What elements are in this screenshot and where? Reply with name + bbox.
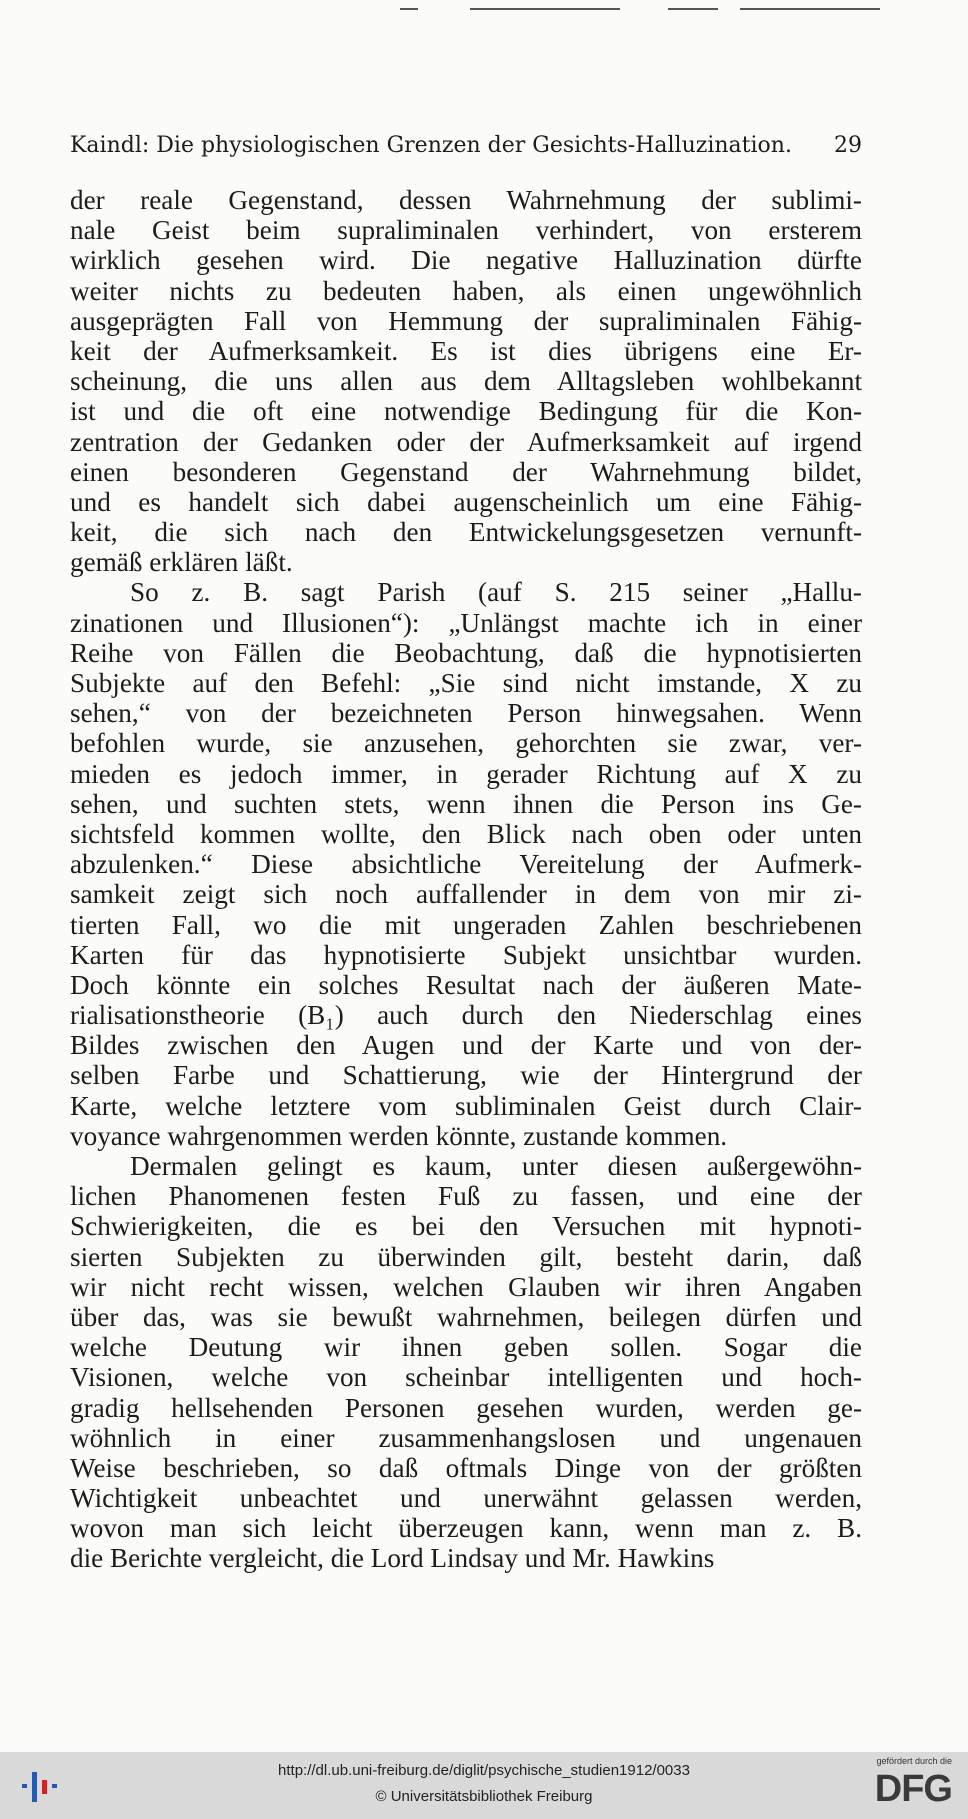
- page-number: 29: [834, 133, 862, 158]
- text-line: Doch könnte ein solches Resultat nach der äußeren Mate-: [70, 969, 862, 1000]
- text-line: wovon man sich leicht überzeugen kann, wenn man z. B.: [70, 1513, 862, 1544]
- text-line: rialisationstheorie (B₁) auch durch den Niederschlag eines: [70, 1000, 862, 1031]
- funding-note: gefördert durch die: [876, 1756, 952, 1766]
- text-line: tierten Fall, wo die mit ungeraden Zahlen beschriebenen: [70, 909, 862, 940]
- text-line: weiter nichts zu bedeuten haben, als einen ungewöhnlich: [70, 275, 862, 306]
- text-line: abzulenken.“ Diese absichtliche Vereitelung der Aufmerk-: [70, 849, 862, 880]
- text-line: sierten Subjekten zu überwinden gilt, besteht darin, daß: [70, 1241, 862, 1272]
- text-line: ist und die oft eine notwendige Bedingung für die Kon-: [70, 396, 862, 427]
- text-line: scheinung, die uns allen aus dem Alltagsleben wohlbekannt: [70, 366, 862, 397]
- text-line: Visionen, welche von scheinbar intelligenten und hoch-: [70, 1362, 862, 1393]
- text-line: wir nicht recht wissen, welchen Glauben wir ihren Angaben: [70, 1271, 862, 1302]
- text-line: Weise beschrieben, so daß oftmals Dinge von der größten: [70, 1452, 862, 1483]
- text-line: voyance wahrgenommen werden könnte, zustande kommen.: [70, 1120, 728, 1151]
- text-line: Wichtigkeit unbeachtet und unerwähnt gelassen werden,: [70, 1483, 862, 1514]
- text-line: keit, die sich nach den Entwickelungsgesetzen vernunft-: [70, 517, 862, 548]
- text-line: samkeit zeigt sich noch auffallender in dem von mir zi-: [70, 879, 862, 910]
- text-line: zentration der Gedanken oder der Aufmerksamkeit auf irgend: [70, 426, 862, 457]
- text-line: befohlen wurde, sie anzusehen, gehorchten sie zwar, ver-: [70, 728, 862, 759]
- text-line: Dermalen gelingt es kaum, unter diesen außergewöhn-: [130, 1151, 862, 1181]
- text-line: gemäß erklären läßt.: [70, 547, 293, 578]
- top-edge-marks: [0, 0, 968, 20]
- text-line: Reihe von Fällen die Beobachtung, daß die hypnotisierten: [70, 637, 862, 668]
- text-line: sichtsfeld kommen wollte, den Blick nach oben oder unten: [70, 818, 862, 849]
- text-line: So z. B. sagt Parish (auf S. 215 seiner „Hallu-: [130, 577, 862, 608]
- body-text: [70, 185, 862, 1574]
- text-line: welche Deutung wir ihnen geben sollen. Sogar die: [70, 1332, 862, 1363]
- source-url[interactable]: http://dl.ub.uni-freiburg.de/diglit/psychische_studien1912/0033: [278, 1762, 690, 1779]
- text-line: wöhnlich in einer zusammenhangslosen und ungenauen: [70, 1422, 862, 1453]
- dfg-logo: DFG: [874, 1768, 952, 1810]
- running-title: Kaindl: Die physiologischen Grenzen der Gesichts-Halluzination.: [70, 133, 792, 158]
- text-line: lichen Phanomenen festen Fuß zu fassen, und eine der: [70, 1181, 862, 1212]
- text-line: ausgeprägten Fall von Hemmung der supraliminalen Fähig-: [70, 305, 862, 336]
- text-line: über das, was sie bewußt wahrnehmen, beilegen dürfen und: [70, 1301, 862, 1332]
- text-line: sehen,“ von der bezeichneten Person hinwegsahen. Wenn: [70, 698, 862, 729]
- running-header: [70, 132, 862, 160]
- text-line: wirklich gesehen wird. Die negative Halluzination dürfte: [70, 245, 862, 276]
- text-line: gradig hellsehenden Personen gesehen wurden, werden ge-: [70, 1392, 862, 1423]
- text-line: die Berichte vergleicht, die Lord Lindsay und Mr. Hawkins: [70, 1543, 715, 1574]
- text-line: Karten für das hypnotisierte Subjekt unsichtbar wurden.: [70, 939, 862, 970]
- text-line: Bildes zwischen den Augen und der Karte und von der-: [70, 1030, 862, 1061]
- text-line: Karte, welche letztere vom subliminalen Geist durch Clair-: [70, 1090, 862, 1121]
- text-line: selben Farbe und Schattierung, wie der Hintergrund der: [70, 1060, 862, 1091]
- text-line: einen besonderen Gegenstand der Wahrnehmung bildet,: [70, 456, 862, 487]
- text-line: Schwierigkeiten, die es bei den Versuchen mit hypnoti-: [70, 1211, 862, 1242]
- copyright-notice: © Universitätsbibliothek Freiburg: [375, 1788, 593, 1805]
- text-line: nale Geist beim supraliminalen verhindert, von ersterem: [70, 215, 862, 246]
- text-line: Subjekte auf den Befehl: „Sie sind nicht imstande, X zu: [70, 668, 862, 698]
- text-line: keit der Aufmerksamkeit. Es ist dies übrigens eine Er-: [70, 335, 862, 366]
- footer-bar: [0, 1752, 968, 1819]
- text-line: sehen, und suchten stets, wenn ihnen die Person ins Ge-: [70, 788, 862, 819]
- text-line: zinationen und Illusionen“): „Unlängst machte ich in einer: [70, 607, 862, 638]
- text-line: der reale Gegenstand, dessen Wahrnehmung der sublimi-: [70, 185, 862, 215]
- text-line: mieden es jedoch immer, in gerader Richtung auf X zu: [70, 758, 862, 789]
- text-line: und es handelt sich dabei augenscheinlich um eine Fähig-: [70, 486, 862, 517]
